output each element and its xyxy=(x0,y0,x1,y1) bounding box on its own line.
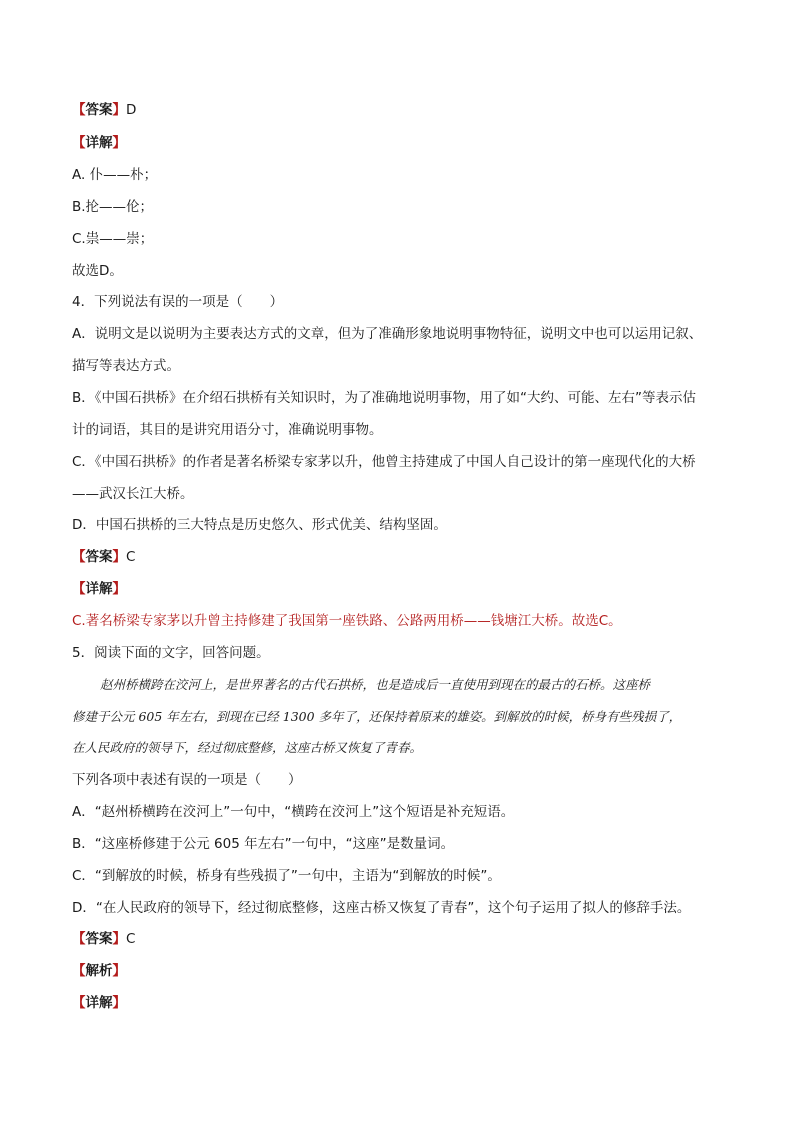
q5-answer-line xyxy=(72,930,135,948)
q5-stem: 5．阅读下面的文字，回答问题。 xyxy=(72,645,270,661)
q3-detail-tag-line xyxy=(72,134,126,152)
q5-passage-line: 修建于公元 605 年左右，到现在已经 1300 多年了，还保持着原来的雄姿。到解放的时候，桥身有些残损了， xyxy=(72,709,682,724)
q3-detail-line: C.祟——崇； xyxy=(72,231,154,247)
q4-option-line: 描写等表达方式。 xyxy=(72,358,180,374)
q4-explanation: C.著名桥梁专家茅以升曾主持修建了我国第一座铁路、公路两用桥——钱塘江大桥。故选C。 xyxy=(72,613,622,629)
q3-detail-line: A. 仆——朴； xyxy=(72,167,158,183)
q5-option-line: C．“到解放的时候，桥身有些残损了”一句中，主语为“到解放的时候”。 xyxy=(72,868,501,884)
detail-tag: 【详解】 xyxy=(72,135,126,151)
q4-option-line: 计的词语，其目的是讲究用语分寸，准确说明事物。 xyxy=(72,422,383,438)
detail-tag: 【详解】 xyxy=(72,581,126,597)
q5-option-line: B．“这座桥修建于公元 605 年左右”一句中，“这座”是数量词。 xyxy=(72,836,455,852)
q3-detail-line: 故选D。 xyxy=(72,263,123,279)
analysis-tag: 【解析】 xyxy=(72,963,126,979)
q4-detail-tag-line xyxy=(72,580,126,598)
answer-tag: 【答案】 xyxy=(72,931,126,947)
q4-answer-line xyxy=(72,548,135,566)
answer-value: D xyxy=(126,102,137,118)
q5-passage-line: 在人民政府的领导下，经过彻底整修，这座古桥又恢复了青春。 xyxy=(72,740,423,755)
q5-analysis-tag-line xyxy=(72,962,126,980)
detail-tag: 【详解】 xyxy=(72,995,126,1011)
answer-tag: 【答案】 xyxy=(72,549,126,565)
q4-option-line: ——武汉长江大桥。 xyxy=(72,486,194,502)
q5-question: 下列各项中表述有误的一项是（ ） xyxy=(72,772,302,788)
q3-answer-line xyxy=(72,101,136,119)
answer-tag: 【答案】 xyxy=(72,102,126,118)
q4-option-line: C．《中国石拱桥》的作者是著名桥梁专家茅以升，他曾主持建成了中国人自己设计的第一座现代化的大桥 xyxy=(72,454,696,470)
q5-detail-tag-line xyxy=(72,994,126,1012)
q5-option-line: A．“赵州桥横跨在洨河上”一句中，“横跨在洨河上”这个短语是补充短语。 xyxy=(72,804,515,820)
q3-detail-line: B.抡——伦； xyxy=(72,199,154,215)
answer-value: C xyxy=(126,931,136,947)
answer-value: C xyxy=(126,549,136,565)
q4-option-line: B．《中国石拱桥》在介绍石拱桥有关知识时，为了准确地说明事物，用了如“大约、可能、左右”等表示估 xyxy=(72,390,696,406)
q4-option-line: A．说明文是以说明为主要表达方式的文章，但为了准确形象地说明事物特征，说明文中也可以运用记叙、 xyxy=(72,326,703,342)
q4-stem: 4．下列说法有误的一项是（ ） xyxy=(72,294,284,310)
q5-passage-line: 赵州桥横跨在洨河上，是世界著名的古代石拱桥，也是造成后一直使用到现在的最古的石桥。这座桥 xyxy=(100,677,651,692)
q4-option-line: D．中国石拱桥的三大特点是历史悠久、形式优美、结构坚固。 xyxy=(72,517,447,533)
q5-option-line: D．“在人民政府的领导下，经过彻底整修，这座古桥又恢复了青春”，这个句子运用了拟人的修辞手法。 xyxy=(72,900,691,916)
